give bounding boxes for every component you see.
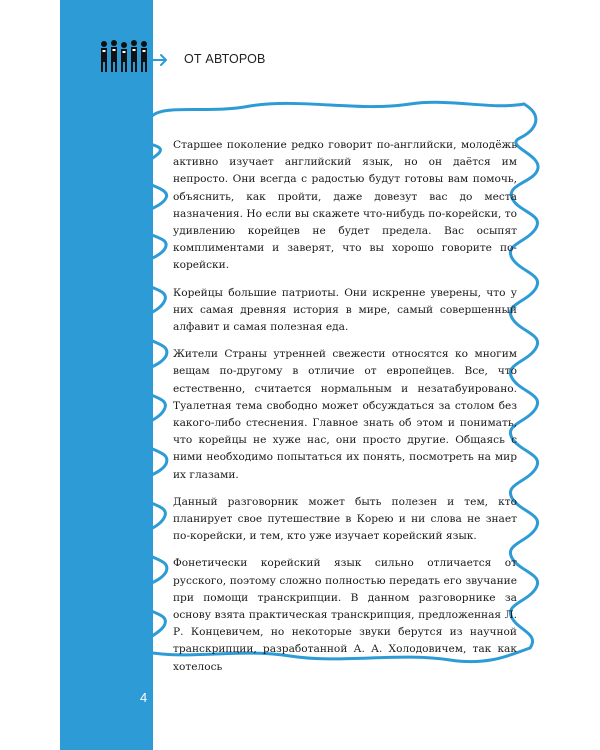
paragraph: Старшее поколение редко говорит по-английски, молодёжь активно изучает английский язык, но он даётся им непросто. Они всегда с радостью будут готовы вам помочь, объяснить, как пройти, даже довезут вас до места назначения. Но если вы скажете что-нибудь по-корейски, то удивлению корейцев не будет предела. Вас осыпят комплиментами и заверят, что вы хорошо говорите по-корейски. [173, 139, 517, 272]
paragraph: Фонетически корейский язык сильно отличается от русского, поэтому сложно полностью передать его звучание при помощи транскрипции. В данном разговорнике за основу взята практическая транскрипция, предложенная Л. Р. Концевичем, но некоторые звуки берутся из научной транскрипции, разработанной А. А. Холодовичем, так как хотелось [173, 557, 517, 673]
page-header-title: ОТ АВТОРОВ [184, 52, 266, 66]
paragraph: Данный разговорник может быть полезен и тем, кто планирует свое путешествие в Корею и ни слова не знает по-корейски, и тем, кто уже изучает корейский язык. [173, 495, 517, 543]
sidebar-title: ОТ АВТОРОВ [157, 114, 175, 216]
page-number: 4 [140, 690, 148, 705]
paragraph: Корейцы большие патриоты. Они искренне уверены, что у них самая древняя история в мире, самый совершенный алфавит и самая полезная еда. [173, 286, 517, 334]
body-text [173, 137, 517, 676]
paragraph: Жители Страны утренней свежести относятся ко многим вещам по-другому в отличие от европейцев. Все, что естественно, считается нормальным и незатабуировано. Туалетная тема свободно может обсуждаться за столом без какого-либо стеснения. Главное знать об этом и понимать, что корейцы не хуже нас, они просто другие. Общаясь с ними необходимо попытаться их понять, посмотреть на мир их глазами. [173, 348, 517, 481]
